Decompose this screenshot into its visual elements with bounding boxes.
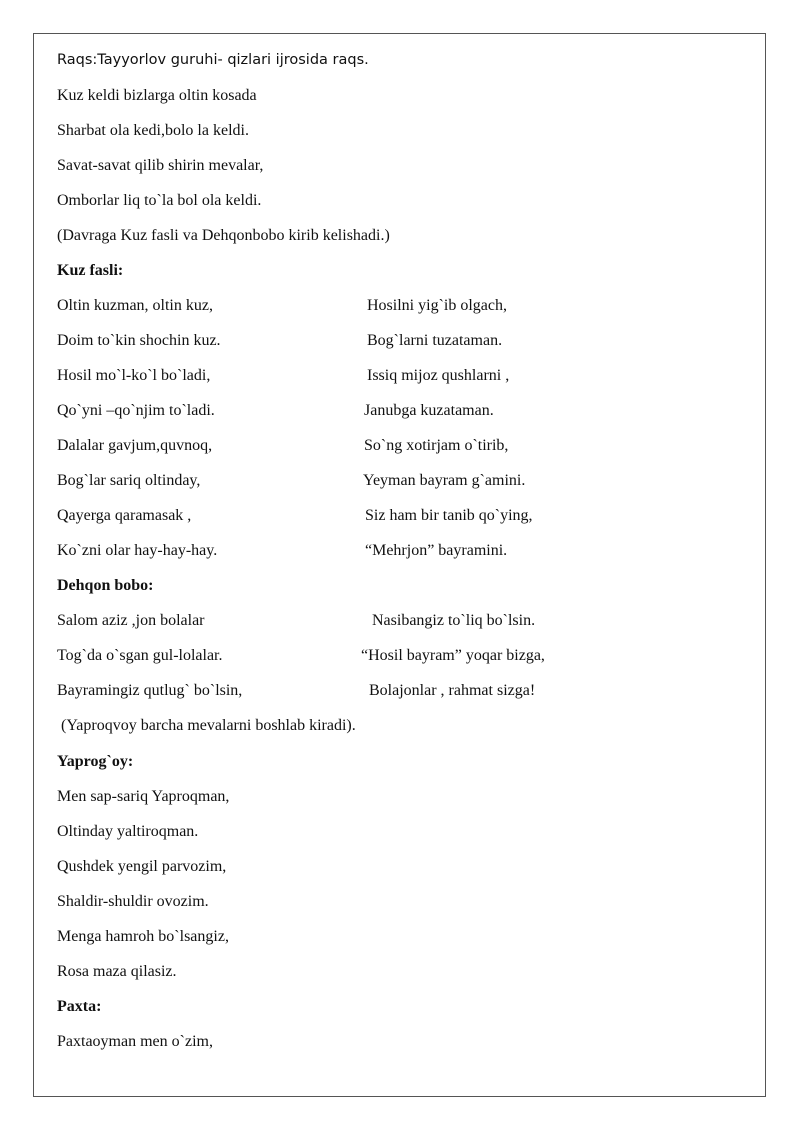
section-heading-paxta: Paxta: — [57, 998, 102, 1015]
verse-right: Janubga kuzataman. — [364, 402, 494, 419]
verse-pair — [57, 611, 757, 631]
verse-pair — [57, 331, 757, 351]
verse-line: Shaldir-shuldir ovozim. — [57, 893, 209, 910]
section-heading-dehqon: Dehqon bobo: — [57, 577, 154, 594]
verse-left: Hosil mo`l-ko`l bo`ladi, — [57, 367, 211, 384]
verse-left: Tog`da o`sgan gul-lolalar. — [57, 647, 223, 664]
verse-left: Qo`yni –qo`njim to`ladi. — [57, 402, 215, 419]
verse-right: Siz ham bir tanib qo`ying, — [365, 507, 533, 524]
section-heading-kuz: Kuz fasli: — [57, 262, 124, 279]
intro-line: Kuz keldi bizlarga oltin kosada — [57, 87, 257, 104]
intro-line: Sharbat ola kedi,bolo la keldi. — [57, 122, 249, 139]
verse-left: Oltin kuzman, oltin kuz, — [57, 297, 213, 314]
verse-left: Bayramingiz qutlug` bo`lsin, — [57, 682, 243, 699]
verse-right: Yeyman bayram g`amini. — [363, 472, 526, 489]
verse-pair — [57, 471, 757, 491]
verse-pair — [57, 401, 757, 421]
verse-left: Bog`lar sariq oltinday, — [57, 472, 201, 489]
verse-right: Issiq mijoz qushlarni , — [367, 367, 510, 384]
verse-left: Doim to`kin shochin kuz. — [57, 332, 221, 349]
verse-line: Rosa maza qilasiz. — [57, 963, 177, 980]
verse-pair — [57, 366, 757, 386]
verse-left: Salom aziz ,jon bolalar — [57, 612, 205, 629]
verse-right: Nasibangiz to`liq bo`lsin. — [372, 612, 536, 629]
verse-pair — [57, 436, 757, 456]
verse-pair — [57, 646, 757, 666]
verse-right: “Mehrjon” bayramini. — [365, 542, 508, 559]
verse-right: “Hosil bayram” yoqar bizga, — [361, 647, 545, 664]
verse-right: Bolajonlar , rahmat sizga! — [369, 682, 536, 699]
verse-pair — [57, 541, 757, 561]
verse-left: Qayerga qaramasak , — [57, 507, 192, 524]
verse-right: Bog`larni tuzataman. — [367, 332, 503, 349]
verse-right: Hosilni yig`ib olgach, — [367, 297, 507, 314]
intro-line: Raqs:Tayyorlov guruhi- qizlari ijrosida raqs. — [57, 52, 369, 68]
verse-pair — [57, 506, 757, 526]
section-heading-yaprog: Yaprog`oy: — [57, 753, 134, 770]
verse-line: Menga hamroh bo`lsangiz, — [57, 928, 229, 945]
verse-left: Dalalar gavjum,quvnoq, — [57, 437, 213, 454]
verse-pair — [57, 681, 757, 701]
verse-right: So`ng xotirjam o`tirib, — [364, 437, 509, 454]
intro-line: Savat-savat qilib shirin mevalar, — [57, 157, 264, 174]
verse-line: Qushdek yengil parvozim, — [57, 858, 227, 875]
verse-line: Paxtaoyman men o`zim, — [57, 1033, 213, 1050]
verse-line: Oltinday yaltiroqman. — [57, 823, 199, 840]
verse-left: Ko`zni olar hay-hay-hay. — [57, 542, 218, 559]
stage-direction: (Yaproqvoy barcha mevalarni boshlab kiradi). — [57, 717, 356, 734]
intro-line: Omborlar liq to`la bol ola keldi. — [57, 192, 262, 209]
stage-direction: (Davraga Kuz fasli va Dehqonbobo kirib kelishadi.) — [57, 227, 390, 244]
verse-pair — [57, 296, 757, 316]
verse-line: Men sap-sariq Yaproqman, — [57, 788, 230, 805]
